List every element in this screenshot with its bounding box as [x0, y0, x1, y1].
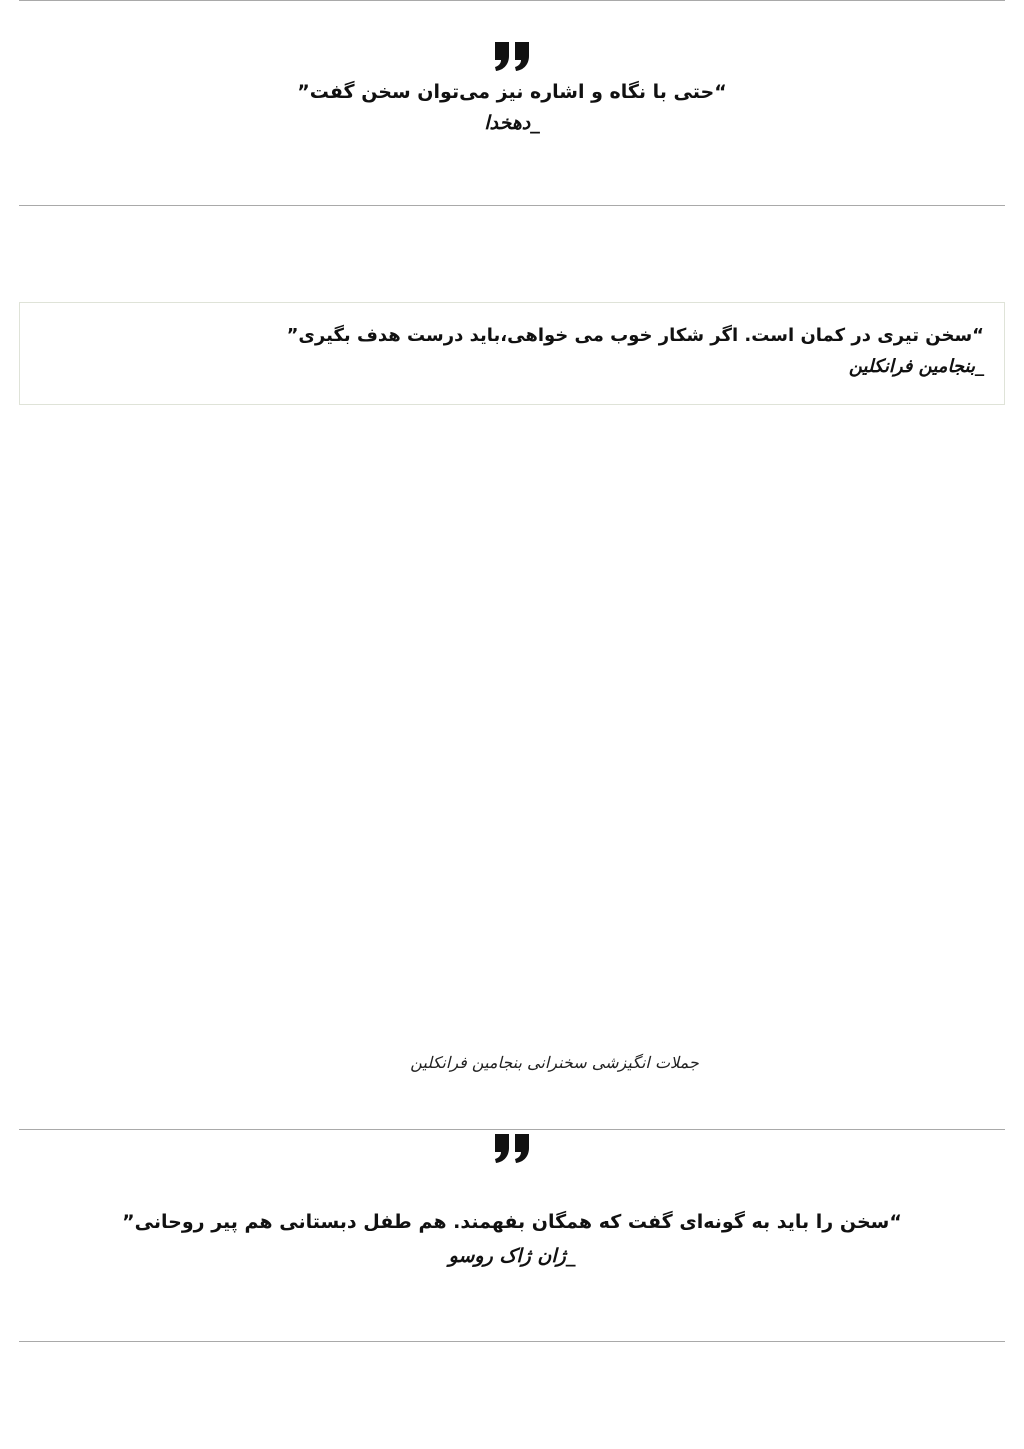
section-divider	[19, 1129, 1005, 1130]
quote-icon	[0, 40, 1024, 80]
quote-author: _ژان ژاک روسو	[448, 1245, 576, 1267]
top-divider	[19, 0, 1005, 1]
quote-block-2	[19, 302, 1005, 405]
section-divider	[19, 205, 1005, 206]
quote-author: _دهخدا	[484, 112, 540, 134]
quote-author: _بنجامین فرانکلین	[848, 356, 984, 377]
quote-icon	[0, 1132, 1024, 1172]
quote-text: “حتی با نگاه و اشاره نیز می‌توان سخن گفت”	[297, 81, 727, 103]
quote-text: “سخن تیری در کمان است. اگر شکار خوب می خواهی،باید درست هدف بگیری”	[286, 325, 984, 346]
bottom-divider	[19, 1341, 1005, 1342]
image-caption: جملات انگیزشی سخنرانی بنجامین فرانکلین	[410, 1053, 699, 1072]
quote-text: “سخن را باید به گونه‌ای گفت که همگان بفهمند. هم طفل دبستانی هم پیر روحانی”	[122, 1211, 902, 1233]
